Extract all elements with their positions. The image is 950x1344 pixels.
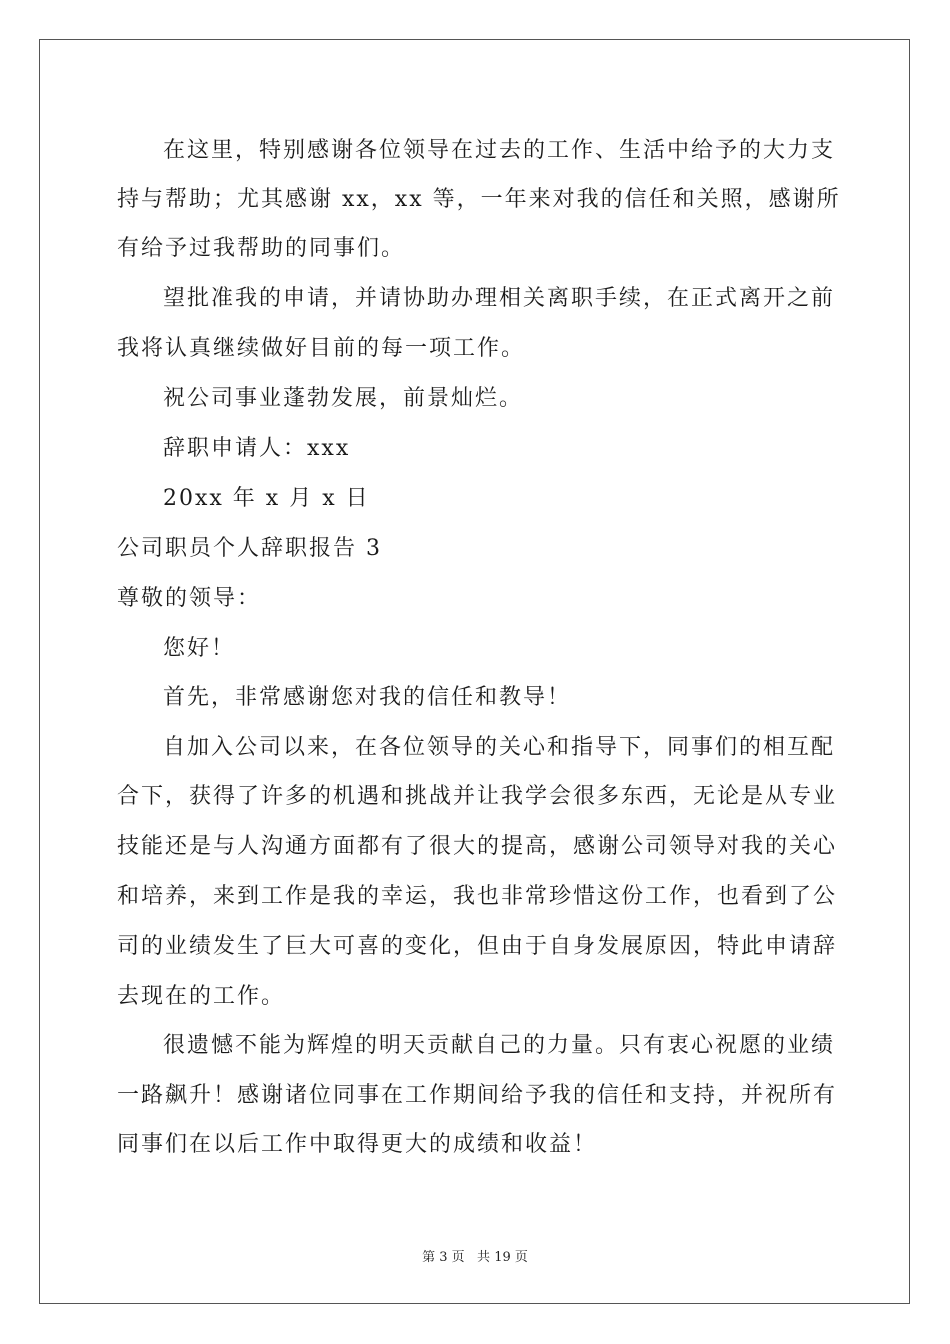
paragraph-line: 去现在的工作。 — [117, 984, 286, 1009]
greeting: 您好！ — [163, 636, 236, 661]
paragraph-line: 首先，非常感谢您对我的信任和教导！ — [163, 685, 572, 710]
paragraph-line: 自加入公司以来，在各位领导的关心和指导下，同事们的相互配 — [163, 735, 836, 760]
paragraph-line: 望批准我的申请，并请协助办理相关离职手续，在正式离开之前 — [163, 286, 836, 311]
paragraph-line: 技能还是与人沟通方面都有了很大的提高，感谢公司领导对我的关心 — [117, 834, 838, 859]
paragraph-line: 和培养，来到工作是我的幸运，我也非常珍惜这份工作，也看到了公 — [117, 884, 838, 909]
page-number: 第 3 页 共 19 页 — [422, 1250, 528, 1265]
date-line: 20xx 年 x 月 x 日 — [163, 486, 370, 511]
page-border — [39, 39, 910, 1304]
paragraph-line: 合下，获得了许多的机遇和挑战并让我学会很多东西，无论是从专业 — [117, 784, 838, 809]
paragraph-line: 同事们在以后工作中取得更大的成绩和收益！ — [117, 1132, 598, 1157]
paragraph-line: 很遗憾不能为辉煌的明天贡献自己的力量。只有衷心祝愿的业绩 — [163, 1033, 836, 1058]
paragraph-line: 司的业绩发生了巨大可喜的变化，但由于自身发展原因，特此申请辞 — [117, 934, 838, 959]
paragraph-line: 祝公司事业蓬勃发展，前景灿烂。 — [163, 386, 524, 411]
paragraph-line: 我将认真继续做好目前的每一项工作。 — [117, 336, 526, 361]
paragraph-line: 持与帮助；尤其感谢 xx，xx 等，一年来对我的信任和关照，感谢所 — [117, 187, 841, 212]
paragraph-line: 有给予过我帮助的同事们。 — [117, 236, 406, 261]
paragraph-line: 一路飙升！感谢诸位同事在工作期间给予我的信任和支持，并祝所有 — [117, 1083, 838, 1108]
signature-line: 辞职申请人：xxx — [163, 436, 351, 461]
salutation: 尊敬的领导： — [117, 586, 262, 611]
paragraph-line: 在这里，特别感谢各位领导在过去的工作、生活中给予的大力支 — [163, 138, 836, 163]
section-title: 公司职员个人辞职报告 3 — [117, 536, 382, 561]
